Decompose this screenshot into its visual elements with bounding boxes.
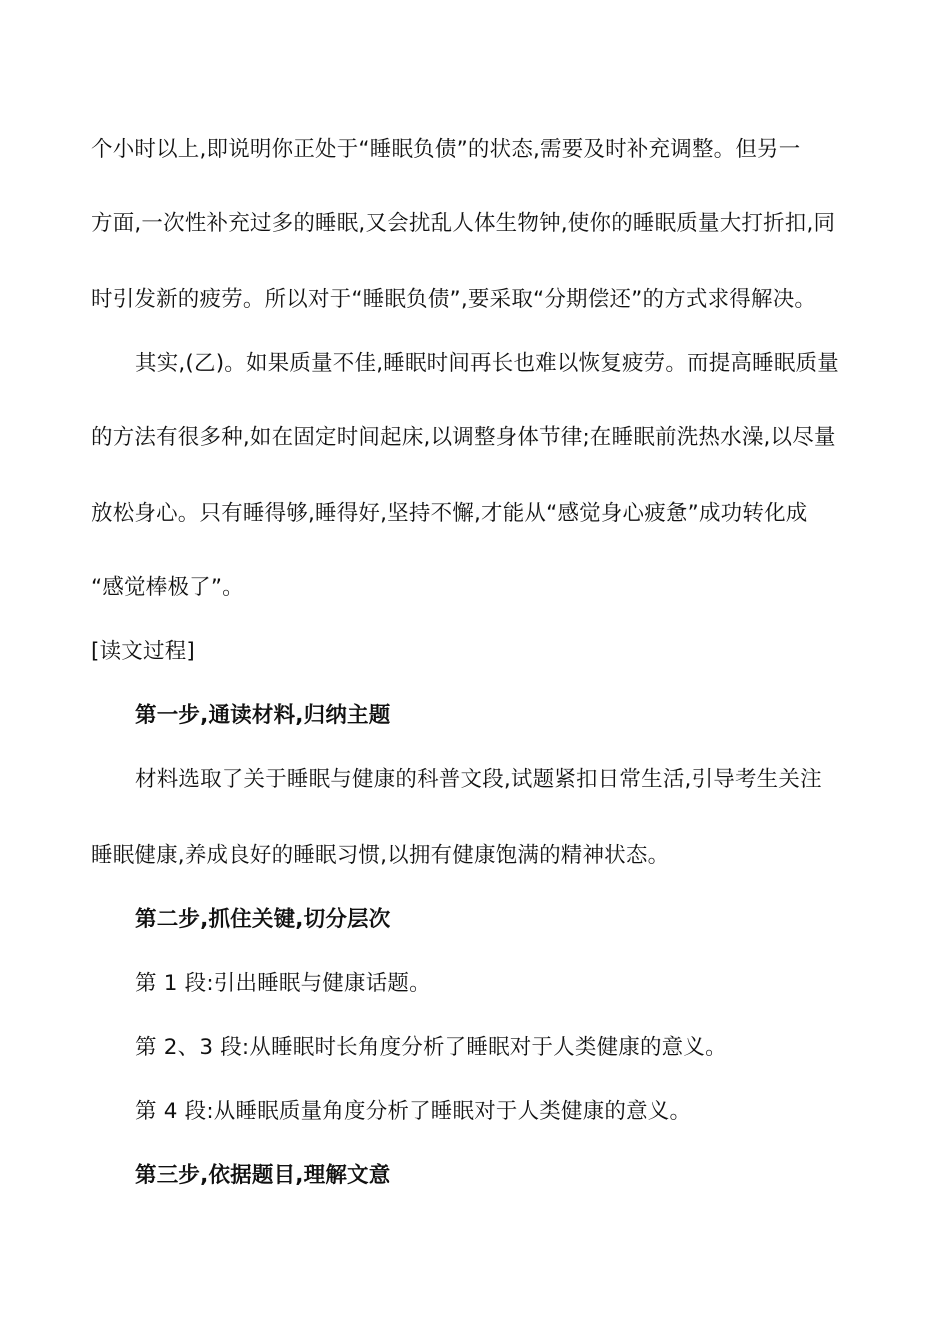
paragraph-line: 睡眠健康,养成良好的睡眠习惯,以拥有健康饱满的精神状态。 — [91, 843, 670, 868]
step-heading: 第三步,依据题目,理解文意 — [135, 1163, 391, 1188]
list-item: 第 1 段:引出睡眠与健康话题。 — [135, 971, 431, 996]
step-heading: 第二步,抓住关键,切分层次 — [135, 907, 391, 932]
paragraph-line: 方面,一次性补充过多的睡眠,又会扰乱人体生物钟,使你的睡眠质量大打折扣,同 — [91, 211, 836, 236]
paragraph-line: 个小时以上,即说明你正处于“睡眠负债”的状态,需要及时补充调整。但另一 — [91, 137, 801, 162]
section-label: [读文过程] — [91, 639, 195, 664]
paragraph-line: 材料选取了关于睡眠与健康的科普文段,试题紧扣日常生活,引导考生关注 — [135, 767, 822, 792]
paragraph-line: 其实,(乙)。如果质量不佳,睡眠时间再长也难以恢复疲劳。而提高睡眠质量 — [135, 351, 839, 376]
list-item: 第 2、3 段:从睡眠时长角度分析了睡眠对于人类健康的意义。 — [135, 1035, 727, 1060]
step-heading: 第一步,通读材料,归纳主题 — [135, 703, 391, 728]
paragraph-line: 放松身心。只有睡得够,睡得好,坚持不懈,才能从“感觉身心疲惫”成功转化成 — [91, 501, 808, 526]
paragraph-line: “感觉棒极了”。 — [91, 575, 244, 600]
paragraph-line: 时引发新的疲劳。所以对于“睡眠负债”,要采取“分期偿还”的方式求得解决。 — [91, 287, 817, 312]
list-item: 第 4 段:从睡眠质量角度分析了睡眠对于人类健康的意义。 — [135, 1099, 692, 1124]
paragraph-line: 的方法有很多种,如在固定时间起床,以调整身体节律;在睡眠前洗热水澡,以尽量 — [91, 425, 836, 450]
